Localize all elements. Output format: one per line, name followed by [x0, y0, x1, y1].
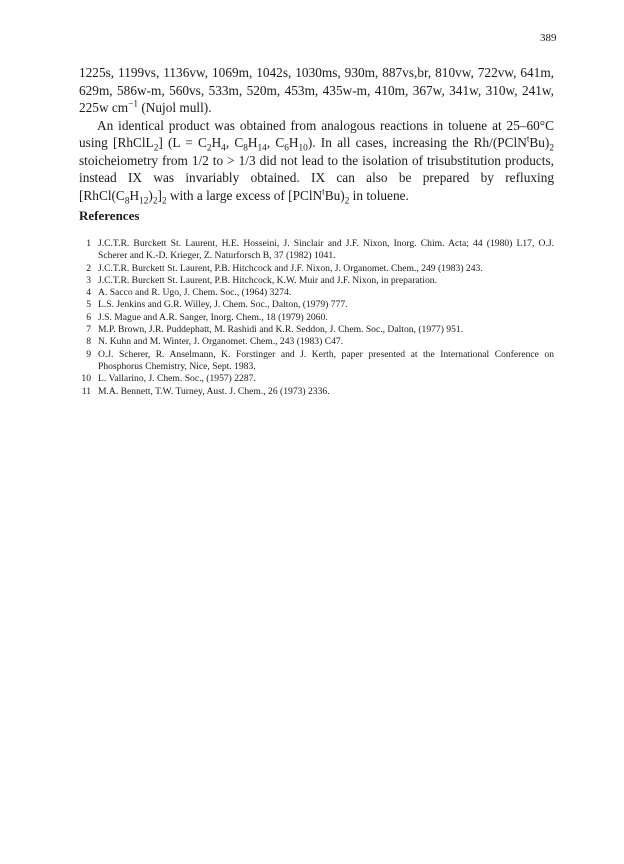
- references-heading: References: [79, 208, 140, 223]
- body-text: [79, 64, 555, 207]
- ir-data-paragraph: 1225s, 1199vs, 1136vw, 1069m, 1042s, 1030ms, 930m, 887vs,br, 810vw, 722vw, 641m, 629m, 586w-m, 560vs, 533m, 520m, 453m, 435w-m, 410m, 367w, 341w, 310w, 241w, 225w $cm^{-1}$ (Nujol mull).: [79, 65, 554, 115]
- reference-item: 6 J.S. Mague and A.R. Sanger, Inorg. Chem., 18 (1979) 2060.: [86, 311, 328, 323]
- reference-item: 1 J.C.T.R. Burckett St. Laurent, H.E. Hosseini, J. Sinclair and J.F. Nixon, Inorg. Chim. Acta; 44 (1980) L17, O.J. Scherer and K.-D. Krieger, Z. Naturforsch B, 37 (1982) 1041.: [86, 238, 554, 262]
- reference-item: 8 N. Kuhn and M. Winter, J. Organomet. Chem., 243 (1983) C47.: [86, 336, 344, 348]
- reference-item: 2 J.C.T.R. Burckett St. Laurent, P.B. Hitchcock and J.F. Nixon, J. Organomet. Chem., 249 (1983) 243.: [86, 262, 483, 274]
- reference-item: 9 O.J. Scherer, R. Anselmann, K. Forstinger and J. Kerth, paper presented at the International Conference on Phosphorus Chemistry, Nice, Sept. 1983.: [86, 348, 554, 372]
- reference-list: [79, 238, 554, 398]
- reference-item: 10 L. Vallarino, J. Chem. Soc., (1957) 2287.: [81, 373, 256, 385]
- reference-item: 7 M.P. Brown, J.R. Puddephatt, M. Rashidi and K.R. Seddon, J. Chem. Soc., Dalton, (1977) 951.: [86, 324, 464, 336]
- reference-item: 4 A. Sacco and R. Ugo, J. Chem. Soc., (1964) 3274.: [86, 287, 292, 299]
- synthesis-paragraph: An identical product was obtained from analogous reactions in toluene at 25–60°C using [RhClL$_2$] ($L = C_2H_4$, $C_8H_{14}$, $C_6H_{10}$). In all cases, increasing the $Rh/(PClN^tBu)_2$ stoicheiometry from 1/2 to > 1/3 did not lead to the isolation of trisubstitution products, instead IX was invariably obtained. IX can also be prepared by refluxing $[RhCl(C_8H_{12})_2]_2$ with a large excess of $[PClN^tBu)_2$ in toluene.: [79, 117, 555, 207]
- page-number: 389: [540, 32, 557, 44]
- reference-item: 3 J.C.T.R. Burckett St. Laurent, P.B. Hitchcock, K.W. Muir and J.F. Nixon, in preparation.: [86, 274, 437, 286]
- reference-item: 5 L.S. Jenkins and G.R. Willey, J. Chem. Soc., Dalton, (1979) 777.: [86, 299, 348, 311]
- reference-item: 11 M.A. Bennett, T.W. Turney, Aust. J. Chem., 26 (1973) 2336.: [81, 385, 330, 397]
